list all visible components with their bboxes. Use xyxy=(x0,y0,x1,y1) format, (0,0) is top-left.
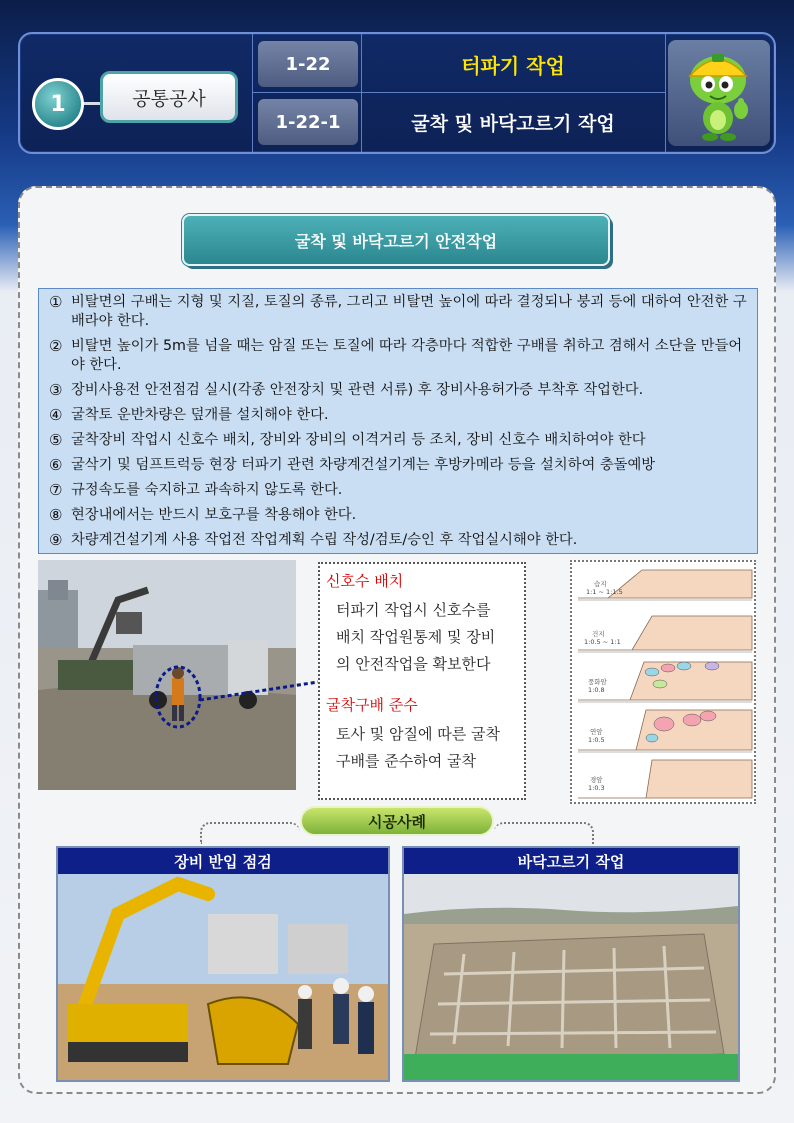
callout-pointer-line xyxy=(200,672,322,712)
case-connector-left xyxy=(200,822,300,844)
rule-number: ⑤ xyxy=(49,431,63,449)
code-sub-badge: 1-22-1 xyxy=(258,99,358,145)
safety-rules-box xyxy=(38,288,758,554)
rule-number: ① xyxy=(49,293,63,311)
diagram-ratio: 1:0.5 xyxy=(588,736,605,744)
case-photo-label: 바닥고르기 작업 xyxy=(404,848,738,874)
rule-text: 규정속도를 숙지하고 과속하지 않도록 한다. xyxy=(71,482,343,498)
header-bar xyxy=(18,32,776,154)
rule-text: 현장내에서는 반드시 보호구를 착용해야 한다. xyxy=(71,507,357,523)
rule-item xyxy=(49,531,747,550)
callout-heading-signalman: 신호수 배치 xyxy=(326,572,404,590)
section-name-label: 공통공사 xyxy=(100,71,238,123)
case-title: 시공사례 xyxy=(300,806,494,836)
callout-text-line: 토사 및 암질에 따른 굴착 xyxy=(336,725,500,743)
diagram-ratio: 1:1 ~ 1:1.5 xyxy=(586,588,623,596)
rule-text: 비탈면 높이가 5m를 넘을 때는 암질 또는 토질에 따라 각층마다 적합한 구배를 취하고 겸해서 소단을 만들어야 한다. xyxy=(71,338,743,373)
case-photo-equipment xyxy=(56,846,390,1082)
rule-item xyxy=(49,406,747,425)
callout-text-line: 터파기 작업시 신호수를 xyxy=(336,601,491,619)
rule-number: ⑥ xyxy=(49,456,63,474)
rule-item xyxy=(49,381,747,400)
rule-item xyxy=(49,337,747,375)
rule-text: 차량계건설기계 사용 작업전 작업계획 수립 작성/검토/승인 후 작업실시해야 한다. xyxy=(71,532,578,548)
rule-number: ② xyxy=(49,337,63,355)
header-divider xyxy=(252,34,253,152)
section-number-badge: 1 xyxy=(32,78,84,130)
rule-item xyxy=(49,481,747,500)
header-divider xyxy=(252,92,665,93)
callout-text-line: 의 안전작업을 확보한다 xyxy=(336,655,491,673)
rule-text: 굴착토 운반차량은 덮개를 설치해야 한다. xyxy=(71,407,329,423)
rule-item xyxy=(49,293,747,331)
diagram-ratio: 1:0.8 xyxy=(588,686,605,694)
callout-heading-slope: 굴착구배 준수 xyxy=(326,696,418,714)
rule-number: ⑦ xyxy=(49,481,63,499)
rule-number: ⑨ xyxy=(49,531,63,549)
mascot-icon xyxy=(668,40,770,146)
rule-item xyxy=(49,456,747,475)
rule-number: ⑧ xyxy=(49,506,63,524)
rule-item xyxy=(49,506,747,525)
title-sub: 굴착 및 바닥고르기 작업 xyxy=(411,112,615,135)
diagram-label: 건지 xyxy=(592,630,605,638)
case-photo-label: 장비 반입 점검 xyxy=(58,848,388,874)
rule-text: 장비사용전 안전점검 실시(각종 안전장치 및 관련 서류) 후 장비사용허가증 부착후 작업한다. xyxy=(71,382,644,398)
code-main-badge: 1-22 xyxy=(258,41,358,87)
diagram-label: 연암 xyxy=(590,728,603,736)
diagram-label: 습지 xyxy=(594,580,607,588)
case-photo-leveling xyxy=(402,846,740,1082)
mascot-frame xyxy=(668,40,770,146)
rule-text: 굴착장비 작업시 신호수 배치, 장비와 장비의 이격거리 등 조치, 장비 신호수 배치하여야 한다 xyxy=(71,432,646,448)
diagram-label: 경암 xyxy=(590,776,603,784)
header-divider xyxy=(665,34,666,152)
header-divider xyxy=(361,34,362,152)
diagram-ratio: 1:0.3 xyxy=(588,784,605,792)
rule-item xyxy=(49,431,747,450)
diagram-ratio: 1:0.5 ~ 1:1 xyxy=(584,638,621,646)
slope-diagram xyxy=(570,560,756,804)
case-connector-right xyxy=(494,822,594,844)
ground-leveling-illustration xyxy=(404,874,738,1080)
title-main: 터파기 작업 xyxy=(461,53,565,78)
section-title: 굴착 및 바닥고르기 안전작업 xyxy=(182,214,610,266)
callout-text-line: 배치 작업원통제 및 장비 xyxy=(336,628,496,646)
rule-number: ④ xyxy=(49,406,63,424)
callout-text-line: 구배를 준수하여 굴착 xyxy=(336,752,476,770)
rule-text: 비탈면의 구배는 지형 및 지질, 토질의 종류, 그리고 비탈면 높이에 따라 결정되나 붕괴 등에 대하여 안전한 구배라야 한다. xyxy=(71,294,747,329)
rule-number: ③ xyxy=(49,381,63,399)
equipment-inspection-illustration xyxy=(58,874,388,1080)
slope-gradient-illustration xyxy=(572,562,756,804)
rule-text: 굴삭기 및 덤프트럭등 현장 터파기 관련 차량계건설기계는 후방카메라 등을 설치하여 충돌예방 xyxy=(71,457,656,473)
callout-box xyxy=(318,562,526,800)
diagram-label: 풍화암 xyxy=(588,678,607,686)
